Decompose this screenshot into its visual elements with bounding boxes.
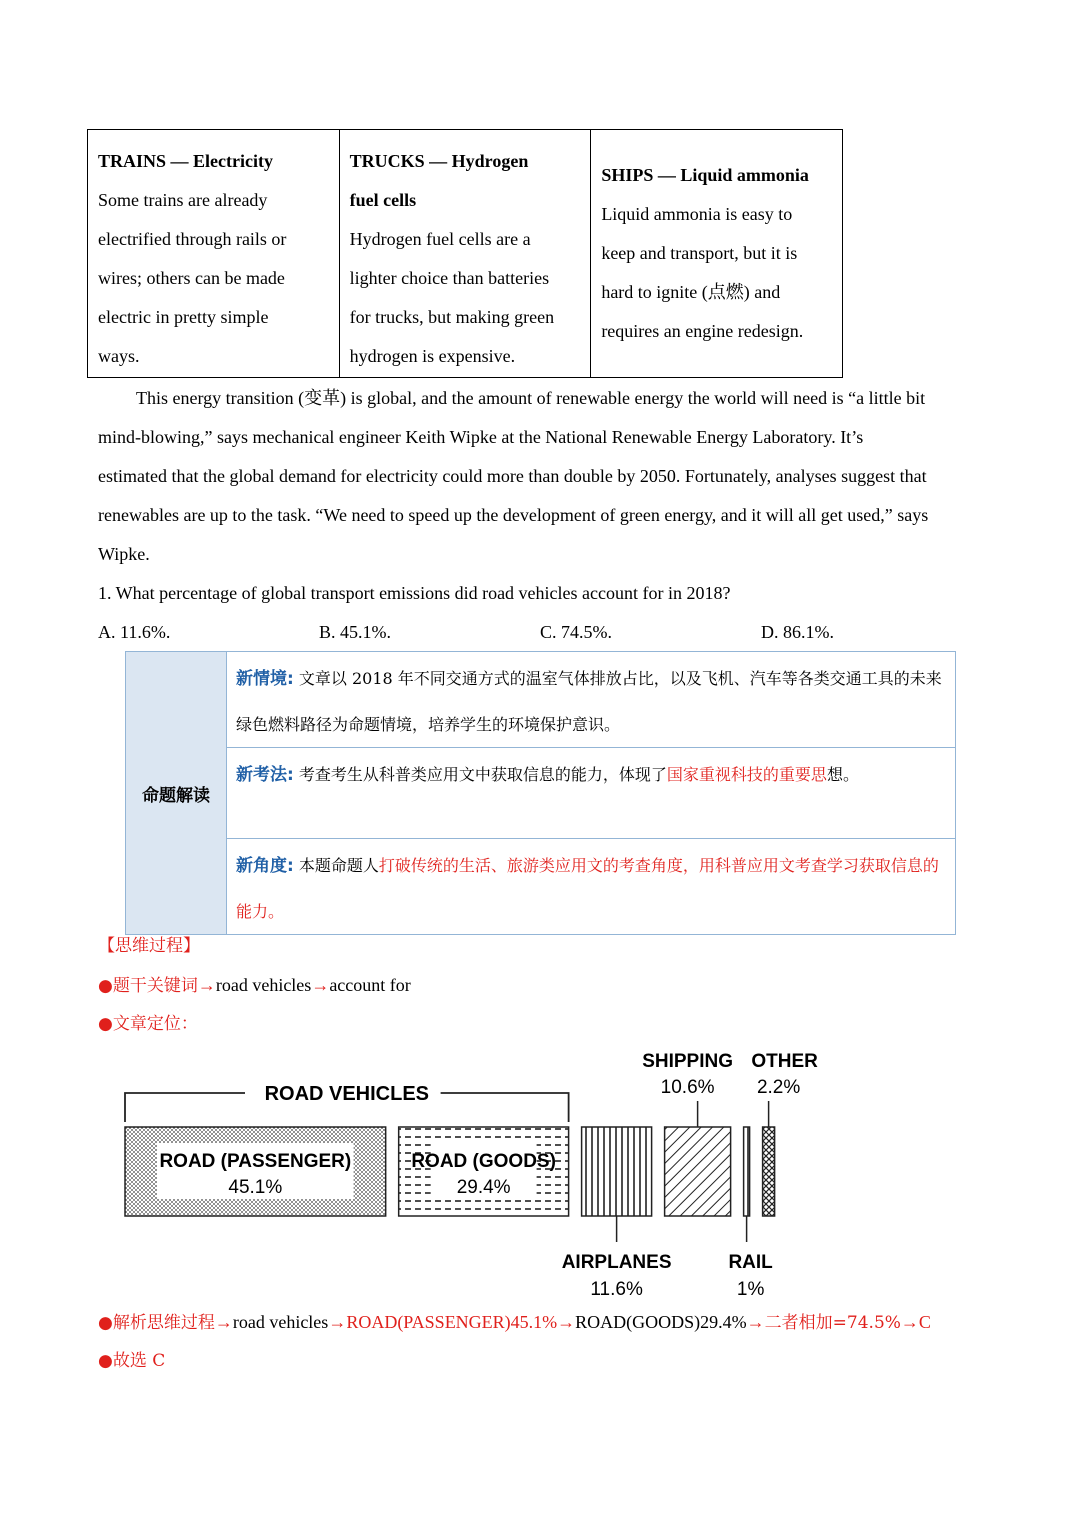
bracket-right <box>441 1093 569 1122</box>
arrow-icon: → <box>214 1312 233 1332</box>
trains-line: electric in pretty simple <box>98 307 269 327</box>
transport-fuel-table <box>87 129 843 378</box>
trains-line: wires; others can be made <box>98 268 285 288</box>
category-label: ROAD (PASSENGER) <box>159 1151 352 1172</box>
trucks-cell <box>339 130 591 378</box>
analysis-text: 本题命题人 <box>298 856 379 875</box>
analysis-step: ROAD(PASSENGER)45.1% <box>346 1312 558 1332</box>
analysis-row-context <box>227 652 956 748</box>
bracket-left <box>125 1093 245 1122</box>
arrow-icon: → <box>311 975 330 995</box>
analysis-row-method <box>227 748 956 839</box>
bar-rail <box>744 1127 750 1216</box>
category-label: SHIPPING <box>642 1051 734 1072</box>
trucks-line: lighter choice than batteries <box>349 268 550 288</box>
final-answer: ●故选 C <box>98 1351 166 1371</box>
arrow-icon: → <box>900 1312 919 1332</box>
analysis-step: C <box>918 1312 931 1332</box>
group-label: ROAD VEHICLES <box>264 1083 430 1105</box>
trucks-line: Hydrogen fuel cells are a <box>349 229 531 249</box>
question-stem: 1. What percentage of global transport emissions did road vehicles account for in 2018? <box>98 583 731 603</box>
arrow-icon: → <box>328 1312 347 1332</box>
trains-line: electrified through rails or <box>98 229 287 249</box>
trains-cell <box>88 130 340 378</box>
arrow-icon: → <box>197 975 216 995</box>
analysis-tag: 新情境: <box>236 669 294 689</box>
value-label: 45.1% <box>228 1177 283 1198</box>
category-label: OTHER <box>751 1051 818 1072</box>
passage-line: mind-blowing,” says mechanical engineer Keith Wipke at the National Renewable Energy Laboratory. It’s <box>98 427 864 447</box>
analysis-text: 考查考生从科普类应用文中获取信息的能力，体现了 <box>298 765 667 784</box>
analysis-label: 命题解读 <box>126 652 227 935</box>
trucks-line: hydrogen is expensive. <box>349 346 516 366</box>
ships-line: hard to ignite (点燃) and <box>601 282 781 302</box>
analysis-text: 文章以 2018 年不同交通方式的温室气体排放占比，以及飞机、汽车等各类交通工具的未来绿色燃料路径为命题情境，培养学生的环境保护意识。 <box>236 669 942 734</box>
value-label: 2.2% <box>756 1077 801 1098</box>
analysis-prefix: ●解析思维过程 <box>98 1313 215 1333</box>
ships-cell <box>591 130 843 378</box>
category-label: RAIL <box>728 1252 773 1273</box>
emissions-chart <box>115 1045 835 1300</box>
category-label: AIRPLANES <box>561 1252 672 1273</box>
trains-line: Some trains are already <box>98 190 268 210</box>
passage <box>98 379 978 574</box>
trucks-line: for trucks, but making green <box>349 307 555 327</box>
analysis-highlight: 国家重视科技的重要思 <box>666 765 827 784</box>
analysis-highlight: 打破传统的生活、旅游类应用文的考查角度，用科普应用文考查学习获取信息的能力。 <box>236 856 939 921</box>
passage-line: This energy transition (变革) is global, and the amount of renewable energy the world will need is “a little bit <box>136 388 926 408</box>
ships-line: keep and transport, but it is <box>601 243 798 263</box>
analysis-text-tail: 想。 <box>826 765 859 784</box>
analysis-process-line <box>98 1303 931 1343</box>
value-label: 1% <box>736 1279 765 1300</box>
arrow-icon: → <box>557 1312 576 1332</box>
option-a: A. 11.6%. <box>98 622 171 642</box>
category-label: ROAD (GOODS) <box>411 1151 556 1172</box>
keywords-line <box>98 966 411 1006</box>
option-b: B. 45.1%. <box>319 622 391 642</box>
passage-line: renewables are up to the task. “We need to speed up the development of green energy, and it will all get used,” says <box>98 505 929 525</box>
thinking-header: 【思维过程】 <box>98 936 200 956</box>
bar-other <box>763 1127 775 1216</box>
passage-line: Wipke. <box>98 544 150 564</box>
keyword: road vehicles <box>215 975 312 995</box>
passage-line: estimated that the global demand for electricity could more than double by 2050. Fortunately, analyses suggest that <box>98 466 927 486</box>
analysis-step: road vehicles <box>232 1312 329 1332</box>
value-label: 10.6% <box>660 1077 715 1098</box>
bar-shipping <box>665 1127 731 1216</box>
bar-airplanes <box>582 1127 652 1216</box>
ships-title: SHIPS — Liquid ammonia <box>601 165 809 185</box>
locate-label: ●文章定位： <box>98 1014 198 1034</box>
option-d: D. 86.1%. <box>761 622 834 642</box>
analysis-tag: 新考法: <box>236 765 294 785</box>
analysis-table <box>125 651 956 935</box>
ships-line: Liquid ammonia is easy to <box>601 204 793 224</box>
analysis-row-angle <box>227 839 956 935</box>
value-label: 11.6% <box>590 1279 643 1300</box>
trains-title: TRAINS — Electricity <box>98 151 273 171</box>
analysis-step: 二者相加=74.5% <box>764 1313 901 1333</box>
keyword: account for <box>329 975 411 995</box>
ships-line: requires an engine redesign. <box>601 321 804 341</box>
value-label: 29.4% <box>456 1177 511 1198</box>
arrow-icon: → <box>746 1312 765 1332</box>
analysis-step: ROAD(GOODS)29.4% <box>575 1312 747 1332</box>
keywords-prefix: ●题干关键词 <box>98 976 198 996</box>
analysis-tag: 新角度: <box>236 856 294 876</box>
trains-line: ways. <box>98 346 140 366</box>
option-c: C. 74.5%. <box>540 622 612 642</box>
trucks-title-cont: fuel cells <box>349 190 417 210</box>
trucks-title: TRUCKS — Hydrogen <box>349 151 529 171</box>
